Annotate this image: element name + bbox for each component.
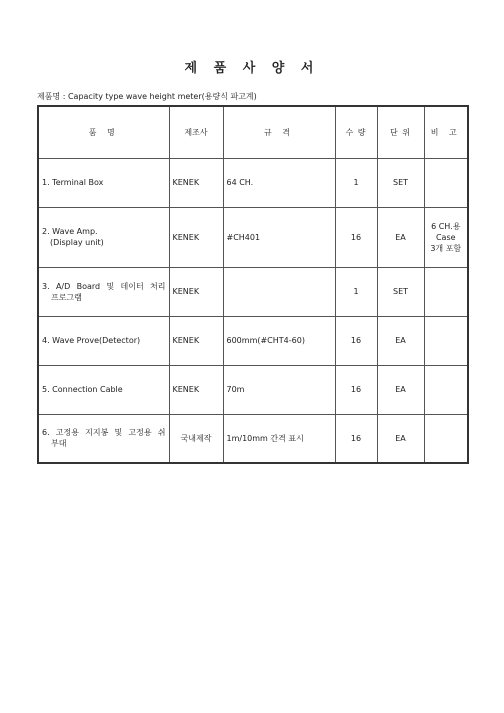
cell-qty: 16 [335, 207, 377, 267]
product-name-line: 제품명 : Capacity type wave height meter(용량식 파고계) [37, 92, 257, 101]
cell-maker: KENEK [169, 207, 223, 267]
col-header-name: 품 명 [38, 106, 169, 158]
remark-line1: 6 CH.용 [431, 221, 461, 231]
cell-remark [424, 158, 468, 207]
spec-table [37, 105, 469, 464]
table-row [38, 158, 468, 207]
col-header-qty: 수 량 [335, 106, 377, 158]
item-name-text: 4. Wave Prove(Detector) [42, 336, 141, 345]
cell-spec: #CH401 [223, 207, 335, 267]
cell-qty: 16 [335, 365, 377, 414]
cell-remark [424, 207, 468, 267]
cell-maker: KENEK [169, 267, 223, 316]
cell-qty: 1 [335, 158, 377, 207]
cell-spec: 1m/10mm 간격 표시 [223, 414, 335, 463]
col-header-remark: 비 고 [424, 106, 468, 158]
cell-item-name [38, 316, 169, 365]
cell-spec: 70m [223, 365, 335, 414]
cell-spec [223, 267, 335, 316]
cell-qty: 1 [335, 267, 377, 316]
cell-item-name [38, 158, 169, 207]
cell-item-name [38, 414, 169, 463]
cell-remark [424, 365, 468, 414]
cell-unit: EA [377, 316, 424, 365]
cell-item-name [38, 267, 169, 316]
item-name-text-line2: (Display unit) [50, 238, 104, 247]
remark-line3: 3개 포함 [430, 243, 462, 253]
document-title: 제 품 사 양 서 [184, 61, 320, 76]
cell-unit: EA [377, 365, 424, 414]
item-name-text: 2. Wave Amp. [42, 227, 98, 236]
cell-qty: 16 [335, 414, 377, 463]
item-name-text-line2: 부대 [51, 439, 67, 449]
cell-remark [424, 316, 468, 365]
remark-line2: Case [435, 232, 456, 242]
table-row [38, 267, 468, 316]
cell-remark [424, 414, 468, 463]
col-header-maker: 제조사 [169, 106, 223, 158]
cell-spec: 64 CH. [223, 158, 335, 207]
item-name-text: 1. Terminal Box [42, 178, 104, 187]
cell-maker: KENEK [169, 158, 223, 207]
cell-item-name [38, 207, 169, 267]
table-header-row [38, 106, 468, 158]
cell-unit: SET [377, 158, 424, 207]
table-row [38, 316, 468, 365]
cell-spec: 600mm(#CHT4-60) [223, 316, 335, 365]
cell-item-name [38, 365, 169, 414]
table-row [38, 414, 468, 463]
cell-maker: KENEK [169, 316, 223, 365]
item-name-text: 5. Connection Cable [42, 385, 123, 394]
table-row [38, 207, 468, 267]
cell-unit: EA [377, 207, 424, 267]
table-row [38, 365, 468, 414]
cell-qty: 16 [335, 316, 377, 365]
cell-maker: KENEK [169, 365, 223, 414]
item-name-text: 3. A/D Board 및 데이터 처리 [42, 281, 166, 291]
cell-unit: SET [377, 267, 424, 316]
cell-maker: 국내제작 [169, 414, 223, 463]
col-header-spec: 규 격 [223, 106, 335, 158]
item-name-text-line2: 프로그램 [51, 292, 82, 302]
cell-unit: EA [377, 414, 424, 463]
cell-remark [424, 267, 468, 316]
item-name-text: 6. 고정용 지지봉 및 고정용 쉬 [42, 428, 166, 438]
col-header-unit: 단 위 [377, 106, 424, 158]
